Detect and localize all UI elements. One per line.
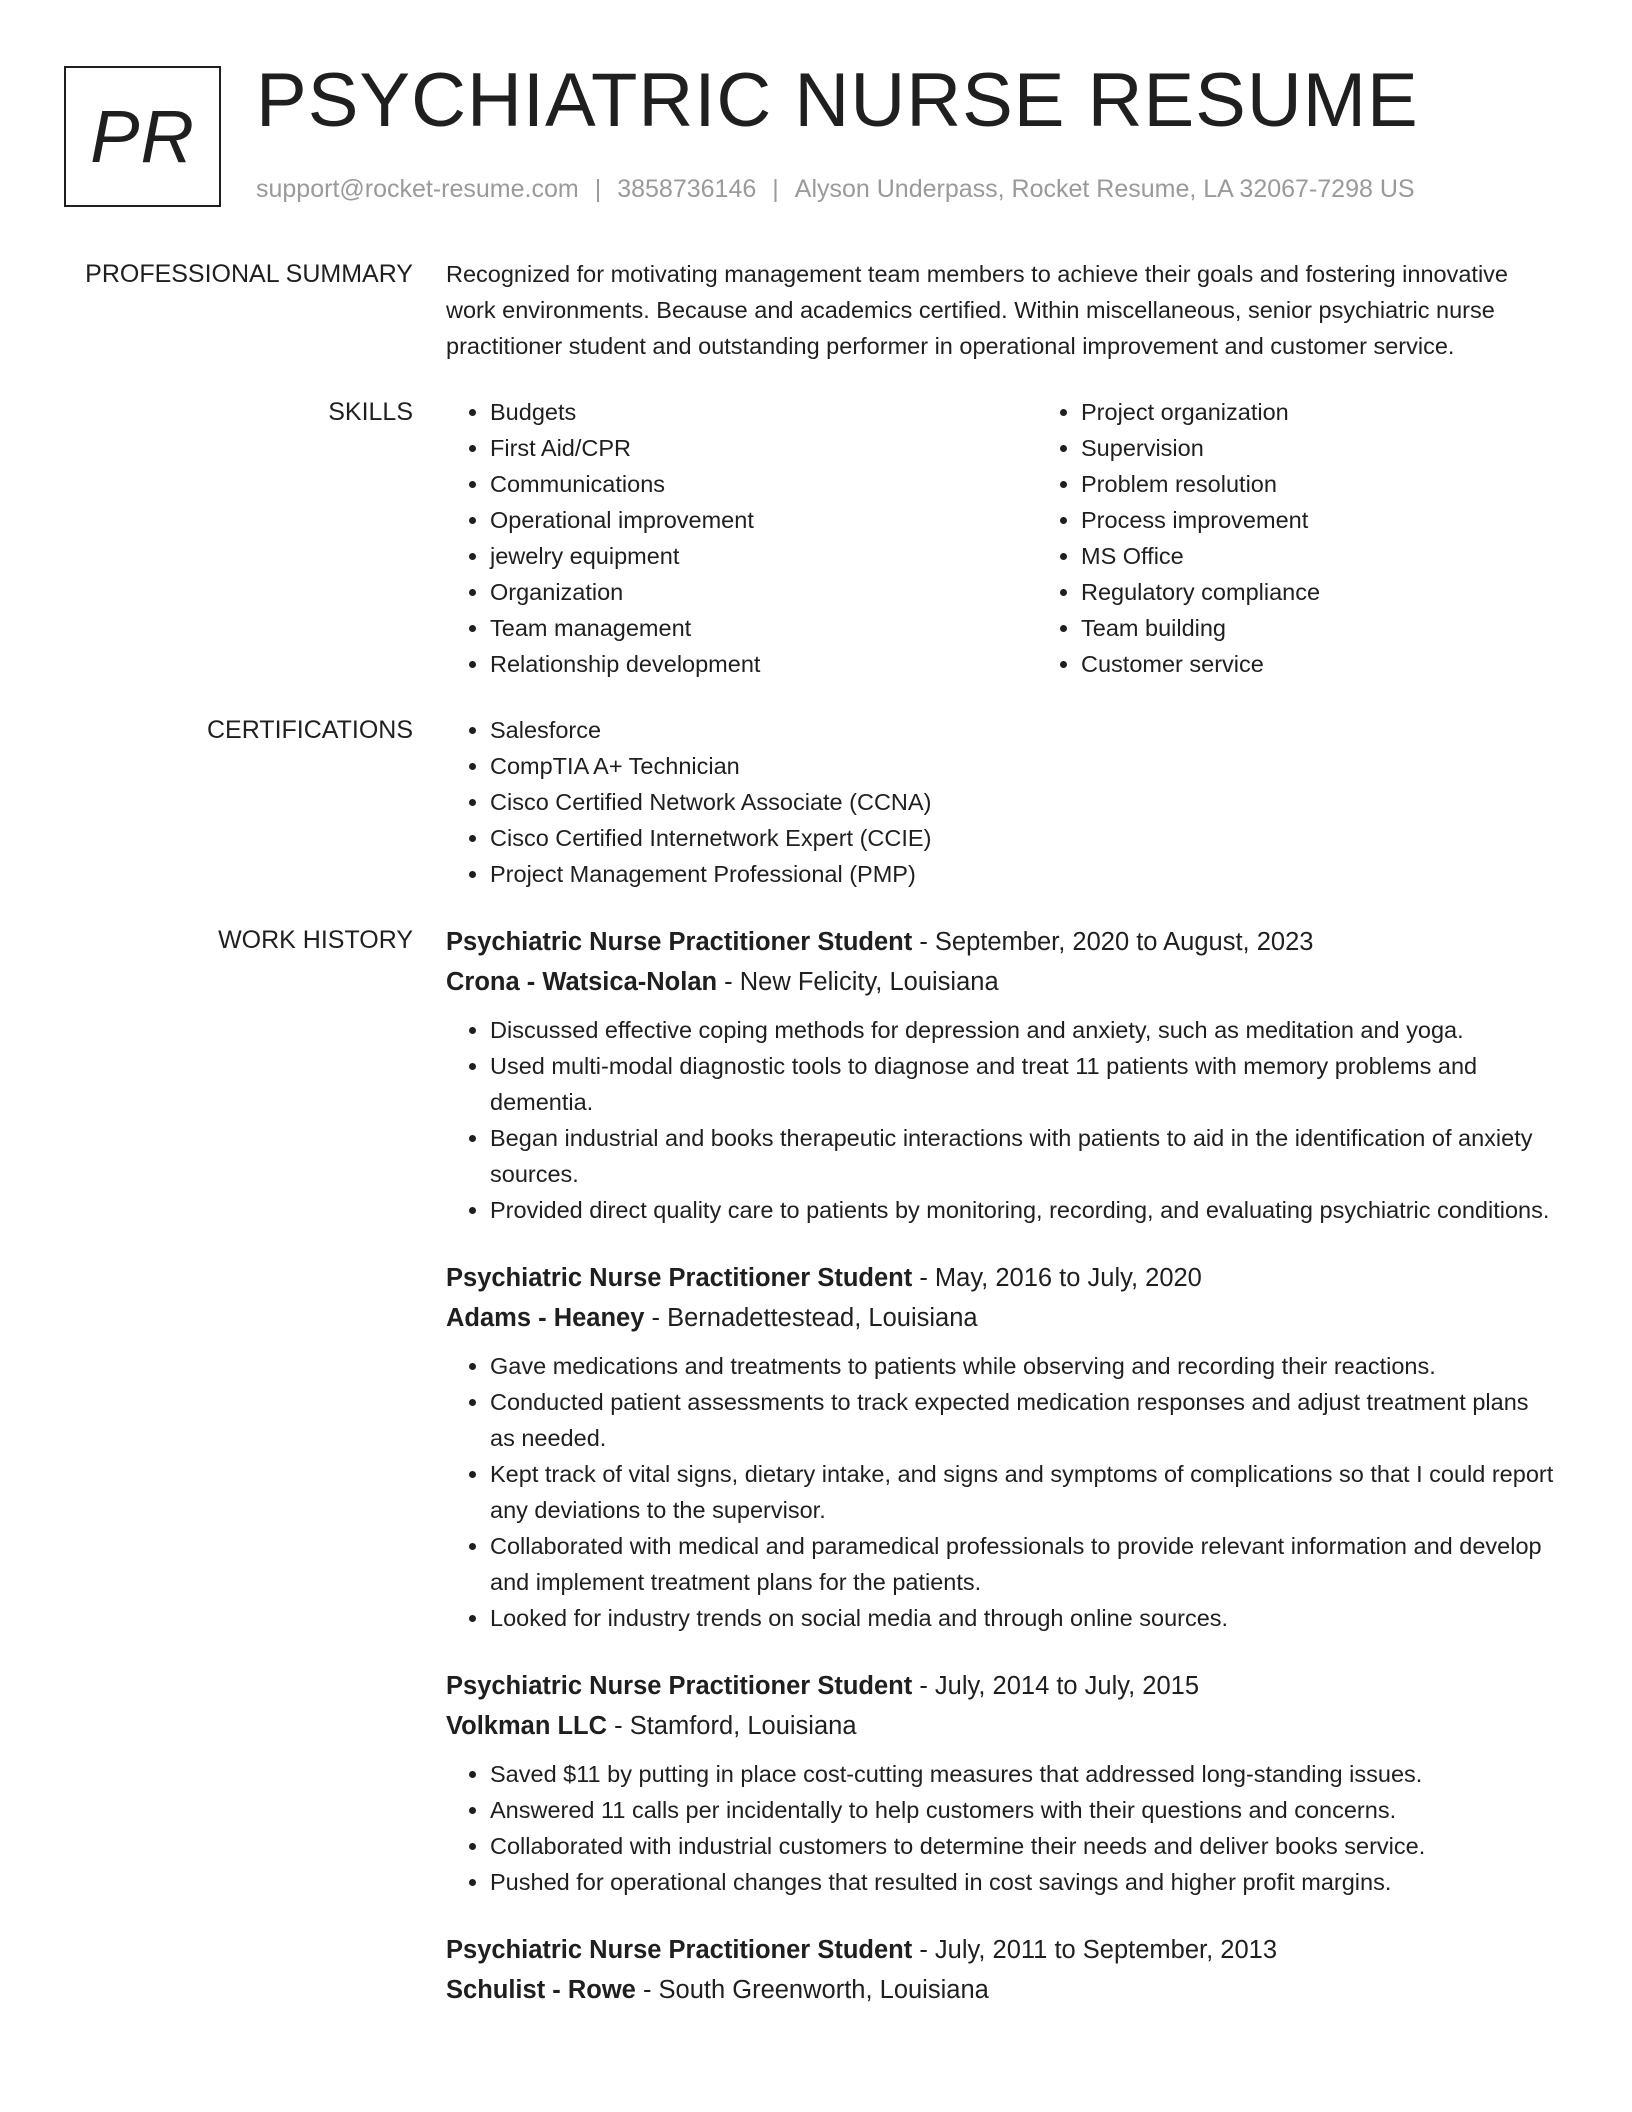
job-location: - South Greenworth, Louisiana	[635, 1976, 989, 2004]
job-title-line	[446, 922, 1556, 962]
skill-item: • Relationship development	[490, 646, 1037, 682]
skill-item: • Regulatory compliance	[1081, 574, 1628, 610]
section-label: SKILLS	[328, 398, 413, 426]
work-history-section	[0, 922, 1632, 2040]
job-entry	[446, 1930, 1556, 2010]
contact-separator: |	[594, 175, 602, 203]
skill-item: • Budgets	[490, 394, 1037, 430]
job-bullets	[446, 1348, 1556, 1636]
skill-item: • First Aid/CPR	[490, 430, 1037, 466]
job-bullet: • Conducted patient assessments to track expected medication responses and adjust treatment plans as needed.	[490, 1384, 1556, 1456]
job-bullet: • Began industrial and books therapeutic interactions with patients to aid in the identification of anxiety sources.	[490, 1120, 1556, 1192]
skill-item: • Operational improvement	[490, 502, 1037, 538]
job-dates: - July, 2014 to July, 2015	[912, 1672, 1200, 1700]
job-dates: - September, 2020 to August, 2023	[912, 928, 1314, 956]
job-bullet: • Gave medications and treatments to patients while observing and recording their reactions.	[490, 1348, 1556, 1384]
certifications-body	[446, 712, 1556, 892]
job-company: Crona - Watsica-Nolan	[446, 968, 718, 996]
certifications-list	[446, 712, 1556, 892]
job-bullets	[446, 1756, 1556, 1900]
work-history-body	[446, 922, 1556, 2040]
job-company: Adams - Heaney	[446, 1304, 645, 1332]
job-location: - Bernadettestead, Louisiana	[644, 1304, 978, 1332]
skill-item: • Project organization	[1081, 394, 1628, 430]
job-bullet: • Answered 11 calls per incidentally to help customers with their questions and concerns.	[490, 1792, 1556, 1828]
certification-item: • Cisco Certified Network Associate (CCNA)	[490, 784, 1556, 820]
job-bullet: • Looked for industry trends on social media and through online sources.	[490, 1600, 1556, 1636]
monogram-logo: PR	[64, 66, 221, 207]
job-company-line	[446, 1970, 1556, 2010]
skill-item: • Customer service	[1081, 646, 1628, 682]
job-location: - New Felicity, Louisiana	[717, 968, 999, 996]
certification-item: • Cisco Certified Internetwork Expert (CCIE)	[490, 820, 1556, 856]
job-title: Psychiatric Nurse Practitioner Student	[446, 1936, 913, 1964]
job-bullet: • Kept track of vital signs, dietary intake, and signs and symptoms of complications so that I could report any deviations to the supervisor.	[490, 1456, 1556, 1528]
skill-item: • Supervision	[1081, 430, 1628, 466]
skills-list-right	[1037, 394, 1628, 682]
resume-content	[0, 256, 1632, 2070]
job-dates: - July, 2011 to September, 2013	[912, 1936, 1278, 1964]
skills-body	[446, 394, 1556, 682]
skill-item: • Communications	[490, 466, 1037, 502]
job-bullet: • Used multi-modal diagnostic tools to diagnose and treat 11 patients with memory problems and dementia.	[490, 1048, 1556, 1120]
job-bullet: • Saved $11 by putting in place cost-cutting measures that addressed long-standing issues.	[490, 1756, 1556, 1792]
job-entry	[446, 1666, 1556, 1900]
skill-item: • Organization	[490, 574, 1037, 610]
contact-line	[256, 172, 1415, 206]
skills-list-left	[446, 394, 1037, 682]
section-label: PROFESSIONAL SUMMARY	[85, 260, 413, 288]
contact-phone: 3858736146	[617, 175, 757, 203]
skill-item: • jewelry equipment	[490, 538, 1037, 574]
job-bullet: • Pushed for operational changes that resulted in cost savings and higher profit margins.	[490, 1864, 1556, 1900]
job-company: Schulist - Rowe	[446, 1976, 636, 2004]
job-company-line	[446, 1298, 1556, 1338]
job-dates: - May, 2016 to July, 2020	[912, 1264, 1202, 1292]
job-title-line	[446, 1666, 1556, 1706]
certification-item: • CompTIA A+ Technician	[490, 748, 1556, 784]
job-entry	[446, 922, 1556, 1228]
job-bullet: • Provided direct quality care to patients by monitoring, recording, and evaluating psychiatric conditions.	[490, 1192, 1556, 1228]
job-company: Volkman LLC	[446, 1712, 608, 1740]
certification-item: • Project Management Professional (PMP)	[490, 856, 1556, 892]
skills-section	[0, 394, 1632, 682]
page-title: PSYCHIATRIC NURSE RESUME	[256, 58, 1419, 143]
skill-item: • Team building	[1081, 610, 1628, 646]
contact-separator: |	[772, 175, 779, 203]
job-title-line	[446, 1258, 1556, 1298]
certification-item: • Salesforce	[490, 712, 1556, 748]
job-company-line	[446, 1706, 1556, 1746]
skill-item: • Team management	[490, 610, 1037, 646]
skill-item: • MS Office	[1081, 538, 1628, 574]
job-bullets	[446, 1012, 1556, 1228]
skill-item: • Problem resolution	[1081, 466, 1628, 502]
summary-text: Recognized for motivating management team members to achieve their goals and fostering innovative work environments. Because and academics certified. Within miscellaneous, senior psychiatric nurse practitioner student and outstanding performer in operational improvement and customer service.	[446, 261, 1508, 359]
certifications-section	[0, 712, 1632, 892]
job-company-line	[446, 962, 1556, 1002]
contact-address: Alyson Underpass, Rocket Resume, LA 32067-7298 US	[794, 175, 1415, 203]
contact-email: support@rocket-resume.com	[256, 175, 579, 203]
summary-section	[0, 256, 1632, 364]
section-label: CERTIFICATIONS	[206, 716, 413, 744]
job-entry	[446, 1258, 1556, 1636]
summary-body	[446, 256, 1556, 364]
job-title: Psychiatric Nurse Practitioner Student	[446, 1672, 913, 1700]
job-title: Psychiatric Nurse Practitioner Student	[446, 1264, 913, 1292]
skill-item: • Process improvement	[1081, 502, 1628, 538]
section-label: WORK HISTORY	[218, 926, 413, 954]
job-title-line	[446, 1930, 1556, 1970]
job-bullet: • Discussed effective coping methods for depression and anxiety, such as meditation and yoga.	[490, 1012, 1556, 1048]
job-bullet: • Collaborated with industrial customers to determine their needs and deliver books service.	[490, 1828, 1556, 1864]
job-title: Psychiatric Nurse Practitioner Student	[446, 928, 913, 956]
job-location: - Stamford, Louisiana	[607, 1712, 857, 1740]
job-bullet: • Collaborated with medical and paramedical professionals to provide relevant information and develop and implement treatment plans for the patients.	[490, 1528, 1556, 1600]
